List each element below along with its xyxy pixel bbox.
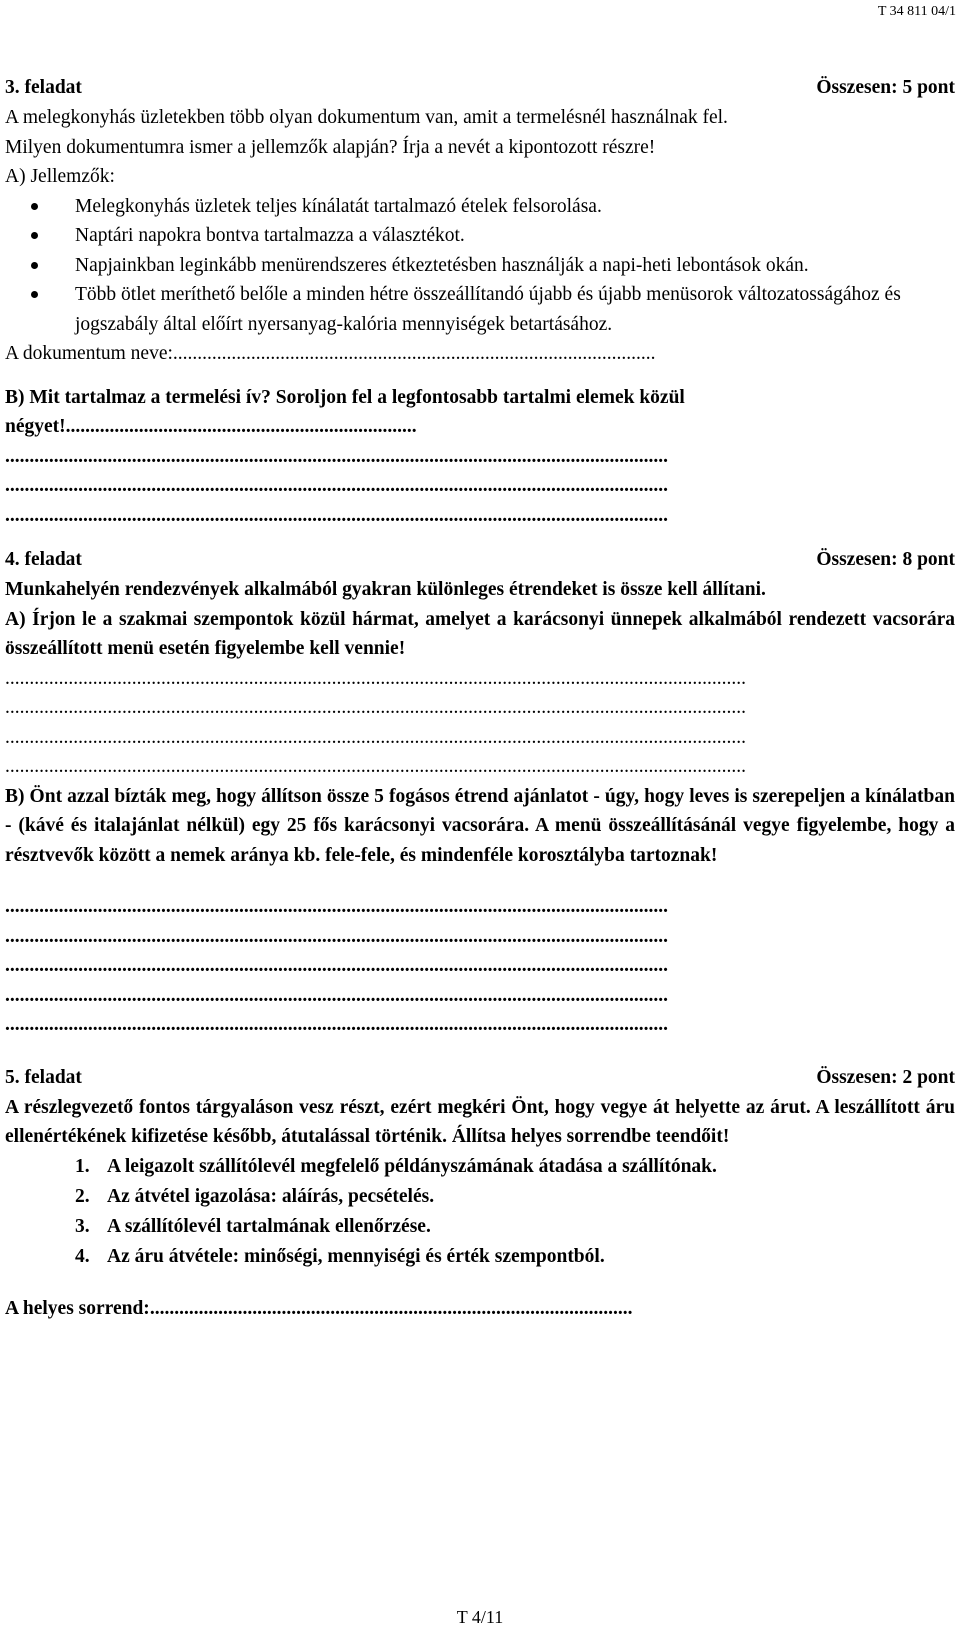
answer-line[interactable]: ........................................................................................................................................ xyxy=(5,925,668,947)
task-4-a-question: A) Írjon le a szakmai szempontok közül hármat, amelyet a karácsonyi ünnepek alkalmából rendezett vacsorára összeállított menü esetén figyelembe kell vennie! xyxy=(5,608,955,659)
answer-line[interactable]: ........................................................................................................................................ xyxy=(5,475,668,496)
answer-line[interactable]: ........................................................................................................................................................ xyxy=(5,726,746,748)
document-code: T 34 811 04/1 xyxy=(877,4,956,19)
correct-order-label: A helyes sorrend: xyxy=(5,1297,150,1319)
task-5-steps xyxy=(5,1152,955,1272)
page-content xyxy=(5,72,955,1323)
list-item: Naptári napokra bontva tartalmazza a választékot. xyxy=(75,221,955,251)
task-3-b-question: B) Mit tartalmaz a termelési ív? Soroljon fel a legfontosabb tartalmi elemek közül négyet!........................................................................ xyxy=(5,386,685,437)
answer-line[interactable]: ........................................................................................................................................................ xyxy=(5,756,746,777)
document-name-answer-field[interactable]: ................................................................................................... xyxy=(172,343,656,364)
answer-line[interactable]: ........................................................................................................................................................ xyxy=(5,697,746,718)
document-name-answer xyxy=(5,339,955,369)
task-5-points: Összesen: 2 pont xyxy=(816,1066,955,1088)
task-5-label: 5. feladat xyxy=(5,1066,82,1088)
answer-line[interactable]: ........................................................................................................................................ xyxy=(5,984,668,1006)
task-4 xyxy=(5,544,955,1040)
answer-line[interactable]: ........................................................................................................................................................ xyxy=(5,667,746,689)
list-item: Napjainkban leginkább menürendszeres étkeztetésben használják a napi-heti lebontások okán. xyxy=(75,251,955,281)
correct-order-answer xyxy=(5,1294,955,1324)
list-item: 4. Az áru átvétele: minőségi, mennyiségi és érték szempontból. xyxy=(75,1245,605,1267)
task-4-b-question: B) Önt azzal bízták meg, hogy állítson össze 5 fogásos étrend ajánlatot - úgy, hogy leves is szerepeljen a kínálatban - (kávé és italajánlat nélkül) egy 25 fős karácsonyi vacsorára. A menü összeállításánál vegye figyelembe, hogy a résztvevők között a nemek aránya kb. fele-fele, és mindenféle korosztályba tartoznak! xyxy=(5,785,955,866)
answer-line[interactable]: ........................................................................................................................................ xyxy=(5,896,668,917)
list-item: 3. A szállítólevél tartalmának ellenőrzése. xyxy=(75,1215,431,1237)
answer-line[interactable]: ........................................................................ xyxy=(65,416,417,437)
answer-line[interactable]: ........................................................................................................................................ xyxy=(5,1014,668,1035)
task-4-points: Összesen: 8 pont xyxy=(816,549,955,570)
list-item: 1. A leigazolt szállítólevél megfelelő példányszámának átadása a szállítónak. xyxy=(75,1155,717,1177)
task-4-intro: Munkahelyén rendezvények alkalmából gyakran különleges étrendeket is össze kell állítani. xyxy=(5,579,766,600)
task-4-header xyxy=(5,544,955,575)
task-3-intro: A melegkonyhás üzletekben több olyan dokumentum van, amit a termelésnél használnak fel. xyxy=(5,107,728,128)
page-number: T 4/11 xyxy=(456,1607,504,1627)
answer-line[interactable]: ........................................................................................................................................ xyxy=(5,445,668,467)
task-3-points: Összesen: 5 pont xyxy=(816,77,955,98)
correct-order-answer-field[interactable]: ................................................................................................... xyxy=(149,1297,633,1319)
task-4-label: 4. feladat xyxy=(5,549,82,570)
document-name-label: A dokumentum neve: xyxy=(5,343,173,364)
list-item: Több ötlet meríthető belőle a minden hétre összeállítandó újabb és újabb menüsorok változatosságához és jogszabály által előírt nyersanyag-kalória mennyiségek betartásához. xyxy=(75,280,955,339)
answer-line[interactable]: ........................................................................................................................................ xyxy=(5,955,668,976)
task-3-label: 3. feladat xyxy=(5,77,82,98)
task-5 xyxy=(5,1062,955,1324)
list-item: Melegkonyhás üzletek teljes kínálatát tartalmazó ételek felsorolása. xyxy=(75,192,955,222)
list-item: 2. Az átvétel igazolása: aláírás, pecsételés. xyxy=(75,1185,435,1207)
task-3-bullet-list xyxy=(5,192,955,340)
task-3-a-title: A) Jellemzők: xyxy=(5,166,115,187)
task-3-header xyxy=(5,72,955,103)
task-3-question: Milyen dokumentumra ismer a jellemzők alapján? Írja a nevét a kipontozott részre! xyxy=(5,136,656,158)
task-3 xyxy=(5,72,955,530)
task-5-header xyxy=(5,1062,955,1093)
task-5-intro: A részlegvezető fontos tárgyaláson vesz részt, ezért megkéri Önt, hogy vegye át helyette az árut. A leszállított áru ellenértékének kifizetése később, átutalással történik. Állítsa helyes sorrendbe teendőit! xyxy=(5,1096,955,1147)
answer-line[interactable]: ........................................................................................................................................ xyxy=(5,504,668,526)
